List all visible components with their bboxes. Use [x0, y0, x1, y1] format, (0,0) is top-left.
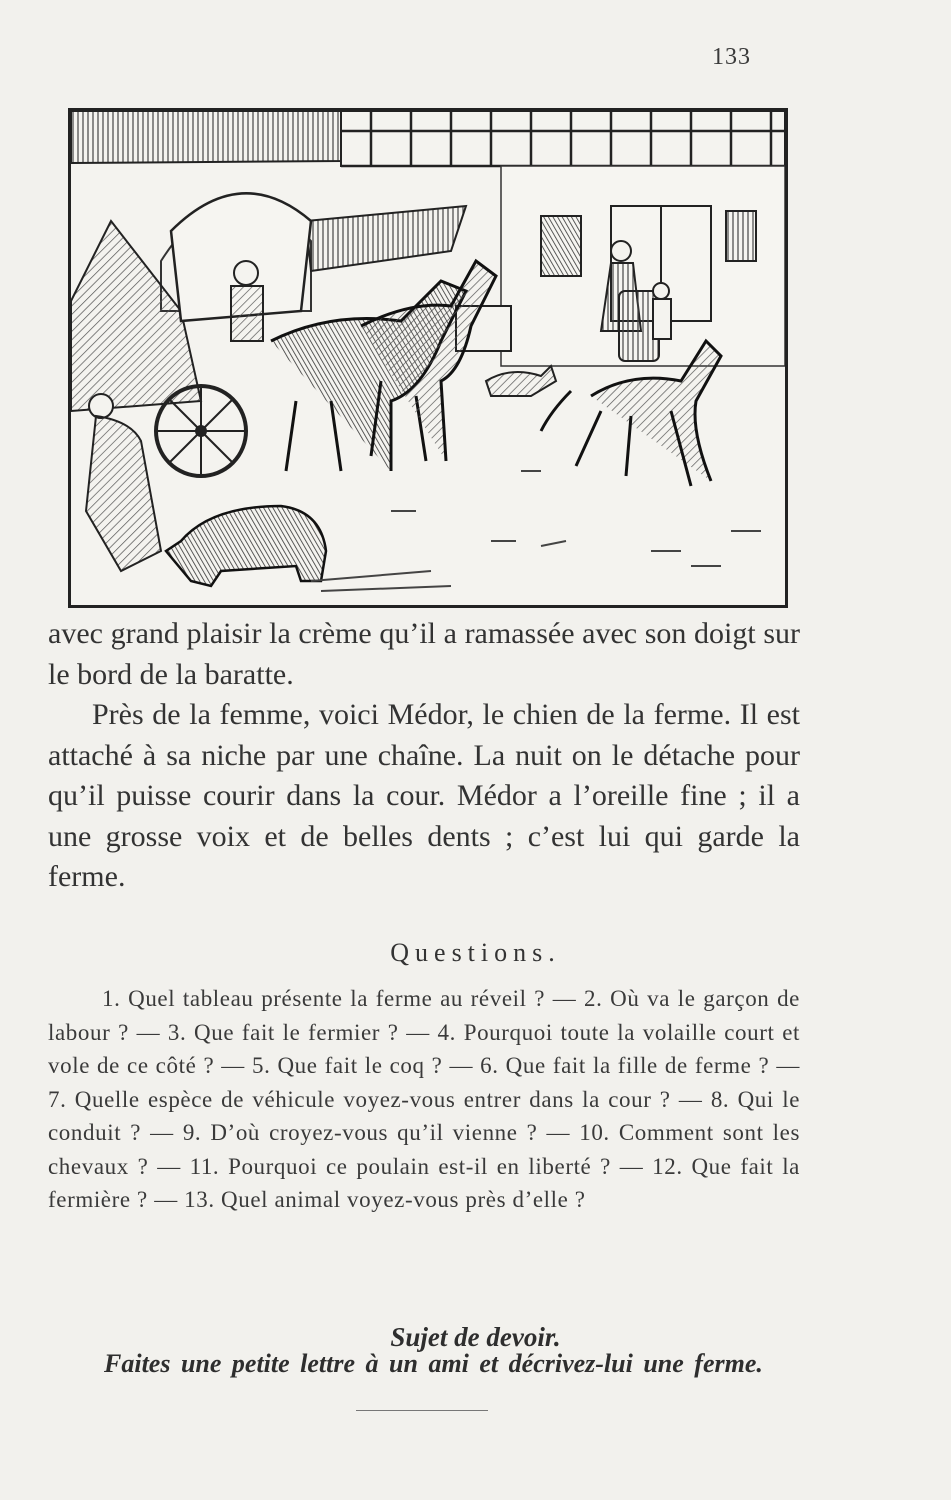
farmyard-illustration: [68, 108, 788, 608]
assignment-text: Faites une petite lettre à un ami et décrivez-lui une ferme.: [104, 1349, 763, 1378]
paragraph-medor: Près de la femme, voici Médor, le chien de la ferme. Il est attaché à sa niche par une chaîne. La nuit on le détache pour qu’il puisse courir dans la cour. Médor a l’oreille fine ; il a une grosse voix et de belles dents ; c’est lui qui garde la ferme.: [48, 698, 800, 893]
page-number: 133: [712, 44, 751, 70]
questions-heading: Questions.: [390, 938, 561, 967]
divider-rule: [356, 1410, 488, 1411]
body-text: [48, 614, 800, 898]
farmyard-engraving-icon: [71, 111, 785, 605]
assignment-heading: Sujet de devoir.: [390, 1322, 561, 1352]
paragraph-continuation: avec grand plaisir la crème qu’il a ramassée avec son doigt sur le bord de la baratte.: [48, 617, 800, 691]
questions-text: 1. Quel tableau présente la ferme au réveil ? — 2. Où va le garçon de labour ? — 3. Que fait le fermier ? — 4. Pourquoi toute la volaille court et vole de ce côté ? — 5. Que fait le coq ? — 6. Que fait la fille de ferme ? — 7. Quelle espèce de véhicule voyez-vous entrer dans la cour ? — 8. Qui le conduit ? — 9. D’où croyez-vous qu’il vienne ? — 10. Comment sont les chevaux ? — 11. Pourquoi ce poulain est-il en liberté ? — 12. Que fait la fermière ? — 13. Quel animal voyez-vous près d’elle ?: [48, 986, 800, 1212]
